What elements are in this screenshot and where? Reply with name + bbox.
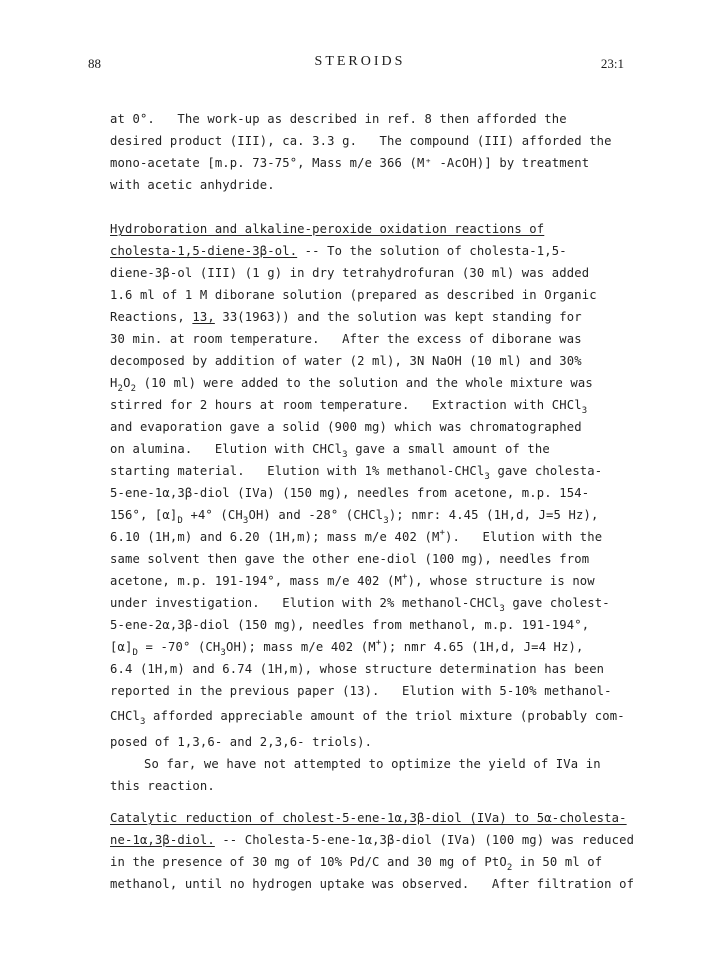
page-number: 88	[88, 56, 101, 71]
text-line: at 0°. The work-up as described in ref. 8 then afforded the	[110, 112, 567, 126]
text-line: 5-ene-1α,3β-diol (IVa) (150 mg), needles from acetone, m.p. 154-	[110, 486, 590, 500]
volume-reference: 13,	[192, 310, 215, 324]
text-line: this reaction.	[110, 779, 215, 793]
text-line: So far, we have not attempted to optimize the yield of IVa in	[144, 757, 601, 771]
text-line: with acetic anhydride.	[110, 178, 275, 192]
text-line: posed of 1,3,6- and 2,3,6- triols).	[110, 735, 373, 749]
text-line: 1.6 ml of 1 M diborane solution (prepared as described in Organic	[110, 288, 597, 302]
text-line: 6.10 (1H,m) and 6.20 (1H,m); mass m/e 402 (M+). Elution with the	[110, 528, 603, 544]
text-line: 156°, $[\alpha]_D +4^\circ$ $(CH_3OH)$ and -28° (CHCl$_3$); nmr: 4.45 (1H,d, J=5 Hz),	[110, 508, 599, 526]
text-line: stirred for 2 hours at room temperature. Extraction with CHCl$_3$	[110, 398, 588, 416]
text-line: on alumina. Elution with CHCl$_3$ gave a small amount of the	[110, 442, 550, 460]
paragraph-workup	[110, 108, 610, 196]
text-line: reported in the previous paper (13). Elution with 5-10% methanol-	[110, 684, 612, 698]
text-line: CHCl$_3$ afforded appreciable amount of the triol mixture (probably com-	[110, 709, 625, 727]
text-line: 30 min. at room temperature. After the excess of diborane was	[110, 332, 582, 346]
text-line: Reactions, 13, 33(1963)) and the solution was kept standing for	[110, 310, 582, 324]
text-line: diene-3β-ol (III) (1 g) in dry tetrahydrofuran (30 ml) was added	[110, 266, 590, 280]
text-line: 6.4 (1H,m) and 6.74 (1H,m), whose structure determination has been	[110, 662, 605, 676]
section-heading-line: ne-1α,3β-diol. -- Cholesta-5-ene-1α,3β-diol (IVa) (100 mg) was reduced	[110, 833, 635, 847]
journal-title: STEROIDS	[314, 54, 406, 69]
text-line: starting material. Elution with 1% methanol-CHCl$_3$ gave cholesta-	[110, 464, 603, 482]
running-header	[0, 56, 720, 76]
text-line: methanol, until no hydrogen uptake was observed. After filtration of	[110, 877, 635, 891]
article-body	[110, 108, 635, 895]
text-line: $[\alpha]_D = -70^\circ$ $(CH_3OH)$; mass m/e 402 (M+); nmr 4.65 (1H,d, J=4 Hz),	[110, 638, 584, 658]
section-heading-line: Catalytic reduction of cholest-5-ene-1α,3β-diol (IVa) to 5α-cholesta-	[110, 811, 627, 825]
section-heading-line: cholesta-1,5-diene-3β-ol. -- To the solution of cholesta-1,5-	[110, 244, 567, 258]
volume-issue: 23:1	[600, 56, 624, 71]
text-line: acetone, m.p. 191-194°, mass m/e 402 (M+), whose structure is now	[110, 572, 595, 588]
text-line: desired product (III), ca. 3.3 g. The compound (III) afforded the	[110, 134, 612, 148]
text-line: and evaporation gave a solid (900 mg) which was chromatographed	[110, 420, 582, 434]
text-line: same solvent then gave the other ene-diol (100 mg), needles from	[110, 552, 590, 566]
text-line: decomposed by addition of water (2 ml), 3N NaOH (10 ml) and 30%	[110, 354, 582, 368]
text-line: under investigation. Elution with 2% methanol-CHCl$_3$ gave cholest-	[110, 596, 610, 614]
text-line: mono-acetate [m.p. 73-75°, Mass m/e 366 (M⁺ -AcOH)] by treatment	[110, 156, 590, 170]
text-line: $H_2O_2$ (10 ml) were added to the solution and the whole mixture was	[110, 376, 593, 394]
paragraph-hydroboration	[110, 218, 625, 753]
text-line: in the presence of 30 mg of 10% Pd/C and 30 mg of PtO$_2$ in 50 ml of	[110, 855, 603, 873]
text-line: 5-ene-2α,3β-diol (150 mg), needles from methanol, m.p. 191-194°,	[110, 618, 590, 632]
paragraph-catalytic-reduction	[110, 807, 635, 895]
paragraph-optimization	[110, 753, 610, 797]
section-heading-line: Hydroboration and alkaline-peroxide oxidation reactions of	[110, 222, 545, 236]
